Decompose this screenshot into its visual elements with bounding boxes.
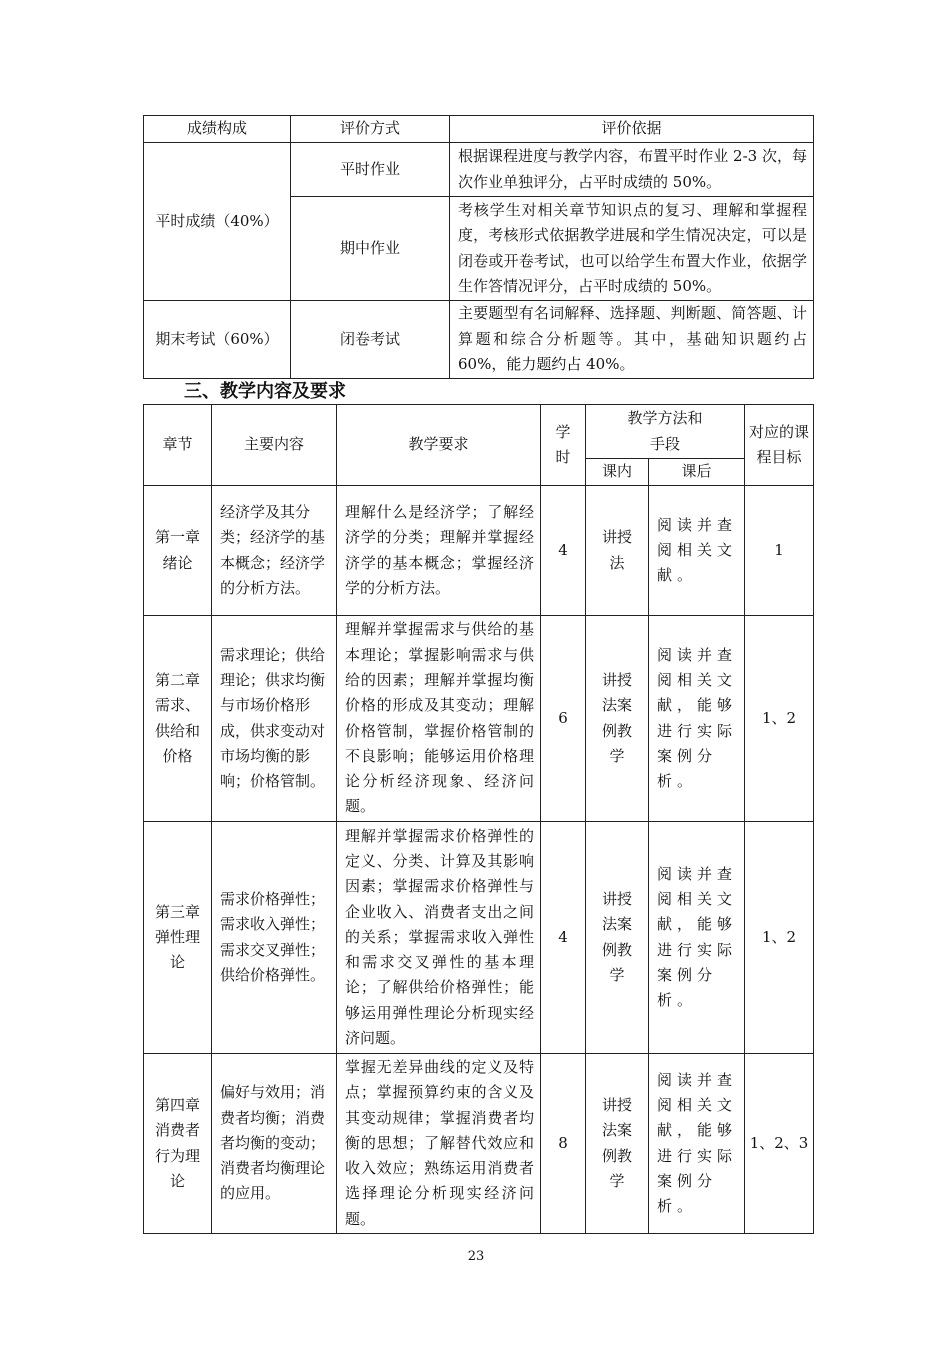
header-methods: 教学方法和手段 (586, 405, 745, 459)
in-class-cell: 讲授法案例教学 (586, 822, 649, 1054)
table-row (144, 486, 814, 616)
page-number: 23 (467, 1249, 485, 1264)
header-hours: 学时 (541, 405, 586, 486)
chapter-cell: 第三章弹性理论 (144, 822, 212, 1054)
after-class-cell: 阅读并查阅相关文献，能够进行实际案例分析。 (649, 616, 745, 822)
main-content-cell: 需求价格弹性；需求收入弹性；需求交叉弹性；供给价格弹性。 (212, 822, 337, 1054)
objectives-cell: 1、2、3 (745, 1054, 814, 1234)
after-class-cell: 阅读并查阅相关文献。 (649, 486, 745, 616)
chapter-cell: 第一章绪论 (144, 486, 212, 616)
final-method: 闭卷考试 (291, 301, 450, 379)
after-class-cell: 阅读并查阅相关文献，能够进行实际案例分析。 (649, 1054, 745, 1234)
hours-cell: 4 (541, 486, 586, 616)
teaching-content-table (143, 404, 814, 1234)
after-class-cell: 阅读并查阅相关文献，能够进行实际案例分析。 (649, 822, 745, 1054)
requirements-cell: 理解并掌握需求与供给的基本理论；掌握影响需求与供给的因素；理解并掌握均衡价格的形成及其变动；理解价格管制，掌握价格管制的不良影响；能够运用价格理论分析经济现象、经济问题。 (337, 616, 541, 822)
content-header-row (144, 405, 814, 459)
header-in-class: 课内 (586, 459, 649, 486)
objectives-cell: 1、2 (745, 822, 814, 1054)
section-title: 三、教学内容及要求 (184, 381, 346, 402)
hours-cell: 8 (541, 1054, 586, 1234)
final-exam-label: 期末考试（60%） (144, 301, 291, 379)
header-grade-component: 成绩构成 (144, 116, 291, 143)
chapter-cell: 第四章消费者行为理论 (144, 1054, 212, 1234)
header-chapter: 章节 (144, 405, 212, 486)
hours-cell: 4 (541, 822, 586, 1054)
in-class-cell: 讲授法案例教学 (586, 1054, 649, 1234)
header-after-class: 课后 (649, 459, 745, 486)
table-row (144, 143, 814, 197)
header-eval-basis: 评价依据 (450, 116, 814, 143)
header-eval-method: 评价方式 (291, 116, 450, 143)
requirements-cell: 理解什么是经济学；了解经济学的分类；理解并掌握经济学的基本概念；掌握经济学的分析方法。 (337, 486, 541, 616)
grading-table (143, 115, 814, 379)
homework-method: 平时作业 (291, 143, 450, 197)
header-objectives: 对应的课程目标 (745, 405, 814, 486)
grading-header-row (144, 116, 814, 143)
header-main-content: 主要内容 (212, 405, 337, 486)
main-content-cell: 经济学及其分类；经济学的基本概念；经济学的分析方法。 (212, 486, 337, 616)
hours-cell: 6 (541, 616, 586, 822)
in-class-cell: 讲授法 (586, 486, 649, 616)
table-row (144, 822, 814, 1054)
header-requirements: 教学要求 (337, 405, 541, 486)
main-content-cell: 需求理论；供给理论；供求均衡与市场价格形成，供求变动对市场均衡的影响；价格管制。 (212, 616, 337, 822)
requirements-cell: 掌握无差异曲线的定义及特点；掌握预算约束的含义及其变动规律；掌握消费者均衡的思想；了解替代效应和收入效应；熟练运用消费者选择理论分析现实经济问题。 (337, 1054, 541, 1234)
table-row (144, 1054, 814, 1234)
requirements-cell: 理解并掌握需求价格弹性的定义、分类、计算及其影响因素；掌握需求价格弹性与企业收入、消费者支出之间的关系；掌握需求收入弹性和需求交叉弹性的基本理论；了解供给价格弹性；能够运用弹性理论分析现实经济问题。 (337, 822, 541, 1054)
chapter-cell: 第二章需求、供给和价格 (144, 616, 212, 822)
objectives-cell: 1 (745, 486, 814, 616)
objectives-cell: 1、2 (745, 616, 814, 822)
midterm-method: 期中作业 (291, 197, 450, 301)
final-basis: 主要题型有名词解释、选择题、判断题、简答题、计算题和综合分析题等。其中，基础知识题约占 60%，能力题约占 40%。 (450, 301, 814, 379)
homework-basis: 根据课程进度与教学内容，布置平时作业 2-3 次，每次作业单独评分，占平时成绩的 50%。 (450, 143, 814, 197)
main-content-cell: 偏好与效用；消费者均衡；消费者均衡的变动；消费者均衡理论的应用。 (212, 1054, 337, 1234)
usual-grade-label: 平时成绩（40%） (144, 143, 291, 301)
in-class-cell: 讲授法案例教学 (586, 616, 649, 822)
midterm-basis: 考核学生对相关章节知识点的复习、理解和掌握程度，考核形式依据教学进展和学生情况决定，可以是闭卷或开卷考试，也可以给学生布置大作业，依据学生作答情况评分，占平时成绩的 50%。 (450, 197, 814, 301)
table-row (144, 301, 814, 379)
table-row (144, 616, 814, 822)
